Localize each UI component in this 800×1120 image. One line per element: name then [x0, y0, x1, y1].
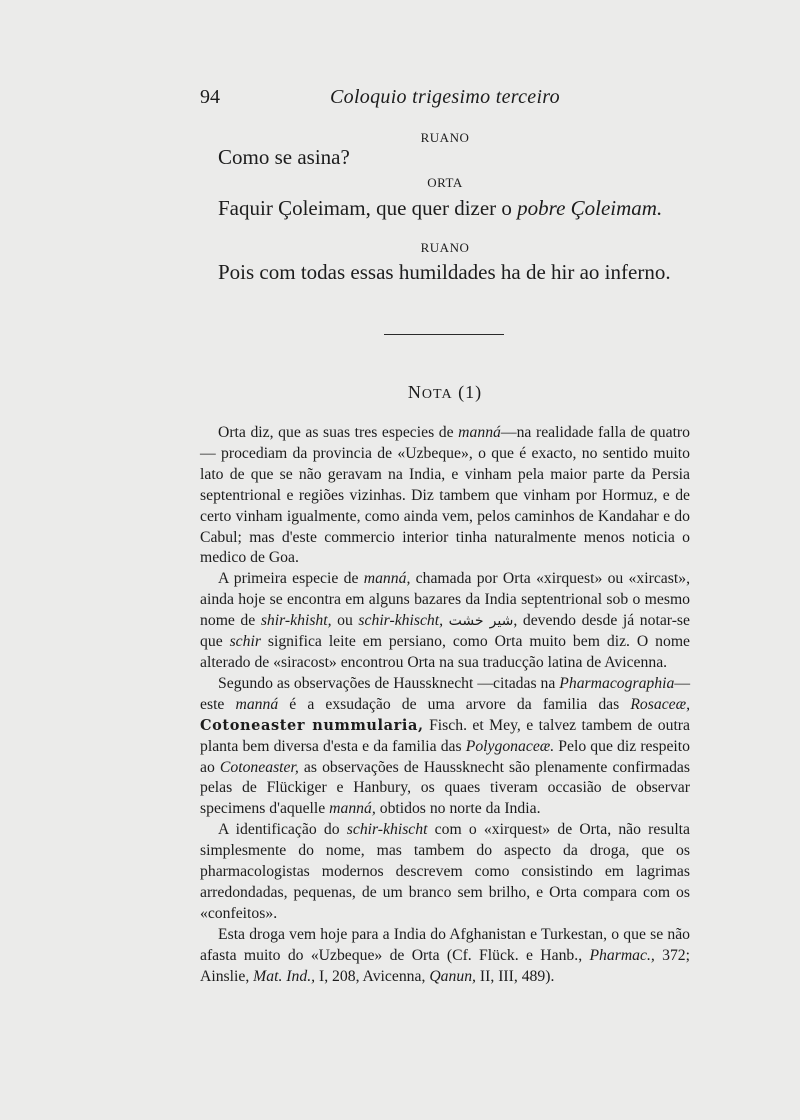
note-heading: NOTA (1): [407, 382, 483, 402]
dialogue-line: Faquir Çoleimam, que quer dizer o pobre Çoleimam.: [218, 196, 663, 220]
running-title: Coloquio trigesimo terceiro: [330, 86, 560, 108]
speaker-label: ORTA: [427, 175, 463, 190]
dialogue-line: Como se asina?: [218, 145, 350, 169]
dialogue-line: Pois com todas essas humildades ha de hir ao inferno.: [218, 260, 671, 284]
page-number: 94: [200, 86, 220, 108]
paragraph: A primeira especie de manná, chamada por Orta «xirquest» ou «xircast», ainda hoje se encontra em alguns bazares da India septentrional sob o mesmo nome de shir-khisht, ou schir-khischt, شير خشت, devendo desde já notar-se que schir significa leite em persiano, como Orta muito bem diz. O nome alterado de «siracost» encontrou Orta na sua traducção latina de Avicenna.: [200, 570, 690, 671]
note-body: [200, 423, 690, 987]
paragraph: A identificação do schir-khischt com o «xirquest» de Orta, não resulta simplesmente do nome, mas tambem do aspecto da droga, que os pharmacologistas modernos descrevem como consistindo em lagrimas arredondadas, pequenas, de um branco sem brilho, e Orta compara com os «confeitos».: [200, 821, 691, 922]
paragraph: Segundo as observações de Haussknecht —citadas na Pharmacographia— este manná é a exsudação de uma arvore da familia das Rosaceæ, Cotoneaster nummularia, Fisch. et Mey, e talvez tambem de outra planta bem diversa d'esta e da familia das Polygonaceæ. Pelo que diz respeito ao Cotoneaster, as observações de Haussknecht são plenamente confirmadas pelas de Flückiger e Hanbury, os quaes tiveram occasião de observar specimens d'aquelle manná, obtidos no norte da India.: [200, 674, 691, 818]
speaker-label: RUANO: [420, 130, 470, 145]
running-header: [200, 86, 690, 112]
speaker-label: RUANO: [420, 240, 470, 255]
section-divider: [384, 334, 504, 335]
paragraph: Esta droga vem hoje para a India do Afghanistan e Turkestan, o que se não afasta muito do «Uzbeque» de Orta (Cf. Flück. e Hanb., Pharmac., 372; Ainslie, Mat. Ind., I, 208, Avicenna, Qanun, II, III, 489).: [200, 925, 691, 985]
paragraph: Orta diz, que as suas tres especies de manná—na realidade falla de quatro— procediam da provincia de «Uzbeque», o que é exacto, no sentido muito lato de que se não geravam na India, e vinham pela maior parte da Persia septentrional e regiões vizinhas. Diz tambem que vinham por Hormuz, e de certo vinham igualmente, como ainda vem, pelos caminhos de Kandahar e do Cabul; mas d'este commercio interior tinha naturalmente menos noticia o medico de Goa.: [200, 424, 690, 567]
persian-script: شير خشت: [448, 613, 514, 630]
species-name: Cotoneaster nummularia,: [200, 716, 424, 734]
